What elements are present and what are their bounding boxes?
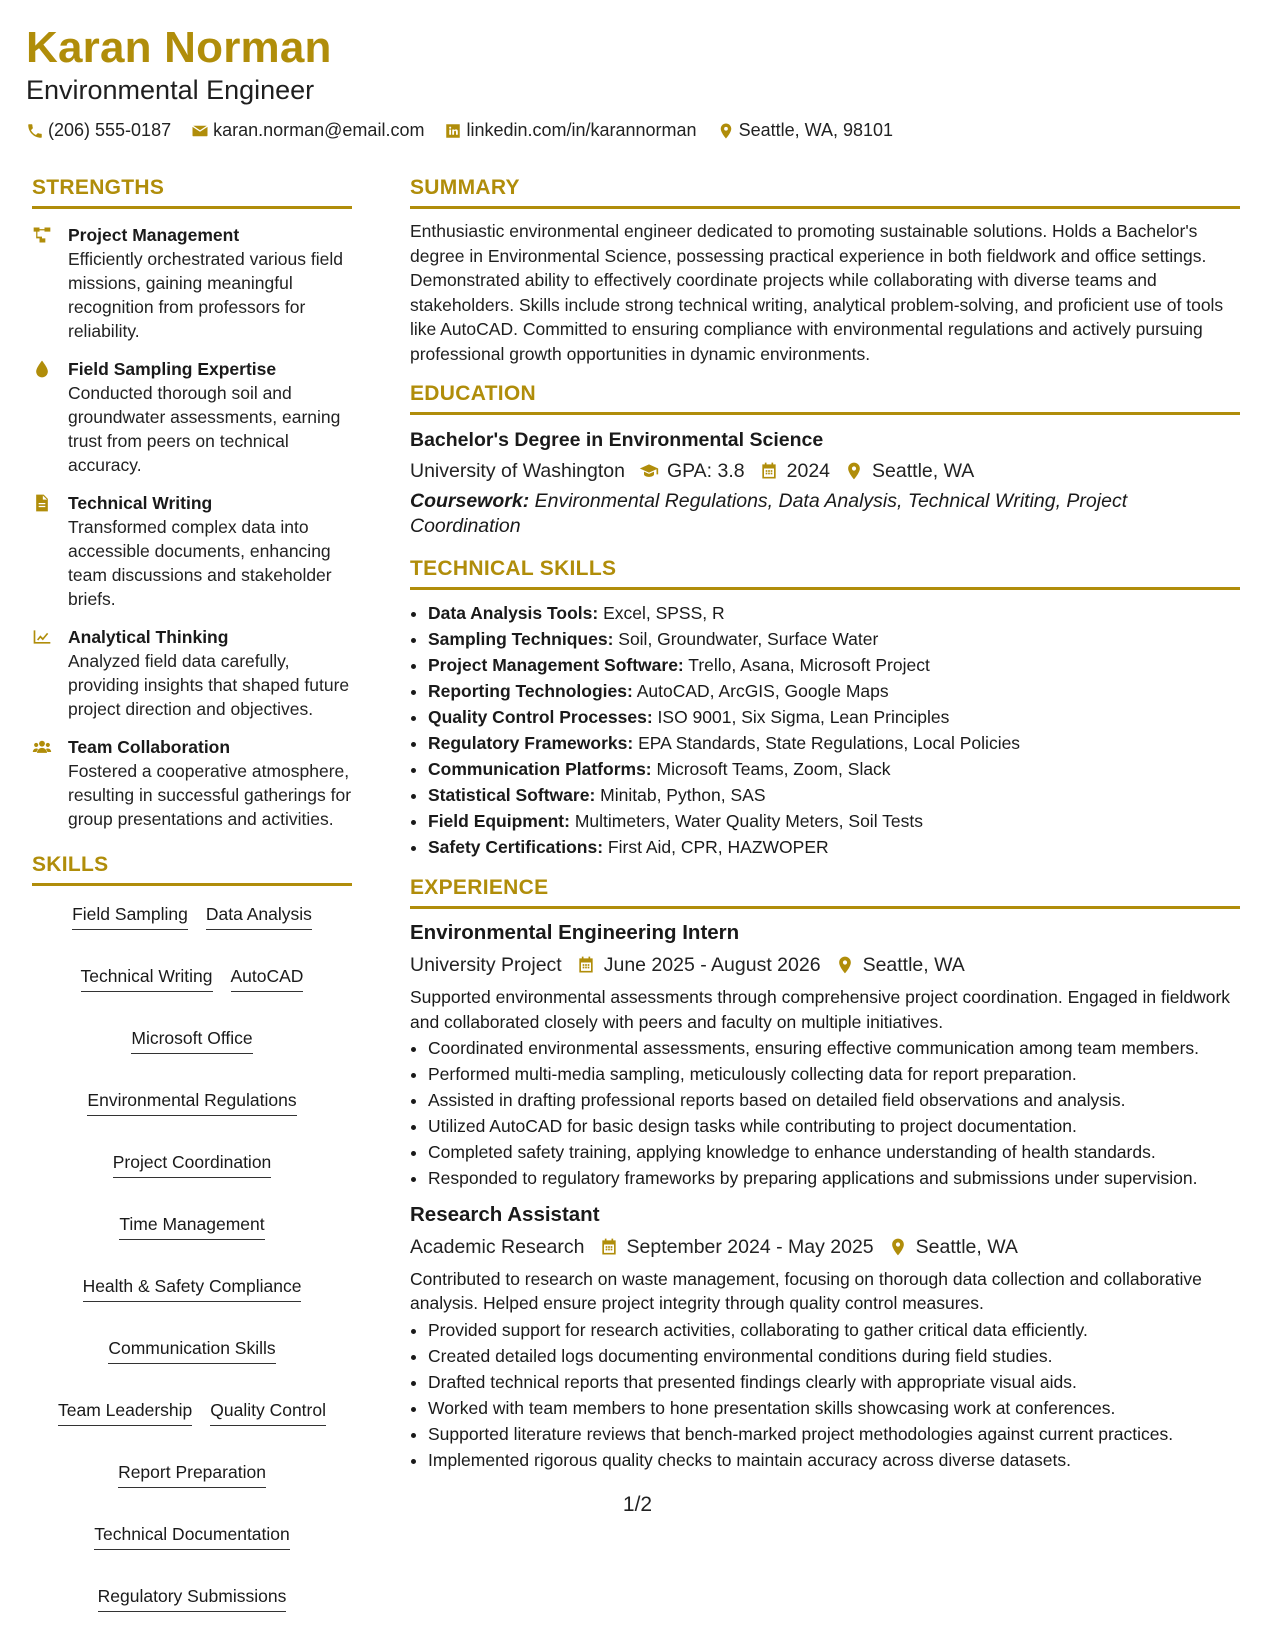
job-meta — [410, 951, 1240, 979]
envelope-icon — [191, 122, 209, 140]
school-name: University of Washington — [410, 460, 625, 482]
technical-skills-heading: TECHNICAL SKILLS — [410, 557, 1240, 590]
map-marker-icon — [844, 461, 864, 481]
calendar-icon — [576, 955, 596, 975]
summary-text: Enthusiastic environmental engineer dedicated to promoting sustainable solutions. Holds a Bachelor's degree in Environmental Science, possessing practical experience in both fieldwork and office settings. Demonstrated ability to effectively coordinate projects while collaborating with diverse teams and stakeholders. Skills include strong technical writing, analytical problem-solving, and proficient use of tools like AutoCAD. Committed to ensuring compliance with environmental regulations and actively pursuing professional growth opportunities in dynamic environments. — [410, 221, 1224, 364]
location-text: Seattle, WA, 98101 — [738, 120, 894, 140]
skill-tag: Health & Safety Compliance — [83, 1274, 302, 1302]
education-location: Seattle, WA — [872, 460, 975, 482]
candidate-name: Karan Norman — [26, 23, 332, 72]
map-marker-icon — [835, 955, 855, 975]
linkedin-text: linkedin.com/in/karannorman — [466, 120, 697, 140]
list-item: • Statistical Software: Minitab, Python, SAS — [428, 782, 1240, 808]
job-title: Environmental Engineering Intern — [410, 921, 740, 944]
strength-desc: Efficiently orchestrated various field missions, gaining meaningful recognition from professors for reliability. — [68, 249, 343, 341]
linkedin-icon — [444, 122, 462, 140]
job-bullets — [410, 1318, 1240, 1473]
skill-tag: AutoCAD — [231, 964, 304, 992]
graduation-year: 2024 — [786, 460, 831, 482]
list-item: • Field Equipment: Multimeters, Water Quality Meters, Soil Tests — [428, 808, 1240, 834]
list-item: • Quality Control Processes: ISO 9001, Six Sigma, Lean Principles — [428, 704, 1240, 730]
strength-title: Field Sampling Expertise — [68, 359, 277, 379]
list-item: • Reporting Technologies: AutoCAD, ArcGIS, Google Maps — [428, 678, 1240, 704]
strength-title: Team Collaboration — [68, 737, 231, 757]
list-item: • Provided support for research activities, collaborating to gather critical data efficiently. — [428, 1318, 1240, 1343]
job-meta — [410, 1233, 1240, 1261]
job-dates: September 2024 - May 2025 — [626, 1235, 874, 1258]
job-location: Seattle, WA — [915, 1235, 1018, 1258]
chart-line-icon — [32, 627, 52, 647]
skill-tag: Quality Control — [210, 1398, 326, 1426]
skill-tag: Technical Writing — [81, 964, 213, 992]
job-org: University Project — [410, 954, 562, 976]
skill-tag: Regulatory Submissions — [98, 1584, 287, 1612]
right-column — [410, 176, 1240, 1474]
strength-item — [32, 223, 352, 343]
project-diagram-icon — [32, 225, 52, 245]
skill-tag: Project Coordination — [113, 1150, 272, 1178]
left-column — [32, 176, 352, 1612]
graduation-cap-icon — [639, 461, 659, 481]
skill-tag: Microsoft Office — [131, 1026, 252, 1054]
list-item: • Implemented rigorous quality checks to maintain accuracy across diverse datasets. — [428, 1448, 1240, 1473]
gpa-text: GPA: 3.8 — [666, 460, 745, 482]
strength-item — [32, 357, 352, 477]
degree-title: Bachelor's Degree in Environmental Science — [410, 429, 824, 451]
skill-tag: Technical Documentation — [94, 1522, 290, 1550]
map-marker-icon — [717, 122, 735, 140]
skill-tag: Field Sampling — [72, 902, 188, 930]
strength-item — [32, 625, 352, 721]
users-icon — [32, 737, 52, 757]
list-item: • Coordinated environmental assessments, ensuring effective communication among team members. — [428, 1036, 1240, 1061]
candidate-role: Environmental Engineer — [26, 75, 315, 105]
list-item: • Safety Certifications: First Aid, CPR, HAZWOPER — [428, 834, 1240, 860]
contact-linkedin[interactable] — [444, 120, 696, 141]
strength-title: Analytical Thinking — [68, 627, 229, 647]
job-dates: June 2025 - August 2026 — [603, 954, 821, 976]
list-item: • Created detailed logs documenting environmental conditions during field studies. — [428, 1344, 1240, 1369]
resume-header — [26, 22, 1245, 141]
experience-heading: EXPERIENCE — [410, 876, 1240, 909]
coursework — [410, 489, 1240, 539]
skill-tag: Environmental Regulations — [87, 1088, 296, 1116]
strength-title: Project Management — [68, 225, 240, 245]
calendar-icon — [599, 1237, 619, 1257]
email-text: karan.norman@email.com — [213, 120, 425, 140]
strength-item — [32, 735, 352, 831]
job-entry — [410, 919, 1240, 1191]
strength-title: Technical Writing — [68, 493, 213, 513]
list-item: • Sampling Techniques: Soil, Groundwater, Surface Water — [428, 626, 1240, 652]
list-item: • Performed multi-media sampling, meticulously collecting data for report preparation. — [428, 1062, 1240, 1087]
skill-tag: Data Analysis — [206, 902, 312, 930]
job-title: Research Assistant — [410, 1202, 600, 1226]
education-heading: EDUCATION — [410, 382, 1240, 415]
contact-location — [717, 120, 893, 141]
list-item: • Communication Platforms: Microsoft Teams, Zoom, Slack — [428, 756, 1240, 782]
list-item: • Regulatory Frameworks: EPA Standards, State Regulations, Local Policies — [428, 730, 1240, 756]
list-item: • Supported literature reviews that bench-marked project methodologies against current practices. — [428, 1422, 1240, 1447]
strength-desc: Conducted thorough soil and groundwater assessments, earning trust from peers on technical accuracy. — [68, 383, 341, 475]
job-description: Supported environmental assessments through comprehensive project coordination. Engaged in fieldwork and collaborated closely with peers and faculty on multiple initiatives. — [410, 987, 1231, 1032]
coursework-list: Environmental Regulations, Data Analysis, Technical Writing, Project Coordination — [410, 490, 1128, 537]
job-org: Academic Research — [410, 1235, 585, 1258]
list-item: • Completed safety training, applying knowledge to enhance understanding of health standards. — [428, 1140, 1240, 1165]
skill-tag: Communication Skills — [108, 1336, 275, 1364]
contact-bar — [26, 120, 1245, 141]
list-item: • Data Analysis Tools: Excel, SPSS, R — [428, 600, 1240, 626]
list-item: • Project Management Software: Trello, Asana, Microsoft Project — [428, 652, 1240, 678]
droplet-icon — [32, 359, 52, 379]
list-item: • Utilized AutoCAD for basic design tasks while contributing to project documentation. — [428, 1114, 1240, 1139]
document-icon — [32, 493, 52, 513]
summary-heading: SUMMARY — [410, 176, 1240, 209]
job-entry — [410, 1201, 1240, 1473]
list-item: • Drafted technical reports that presented findings clearly with appropriate visual aids. — [428, 1370, 1240, 1395]
strengths-heading: STRENGTHS — [32, 176, 352, 209]
page-indicator: 1/2 — [622, 1493, 653, 1516]
strength-desc: Transformed complex data into accessible documents, enhancing team discussions and stakeholder briefs. — [68, 517, 332, 609]
map-marker-icon — [888, 1237, 908, 1257]
coursework-label: Coursework: — [410, 490, 530, 512]
strength-desc: Analyzed field data carefully, providing insights that shaped future project direction and objectives. — [68, 651, 350, 719]
strength-item — [32, 491, 352, 611]
skills-heading: SKILLS — [32, 853, 352, 886]
job-description: Contributed to research on waste management, focusing on thorough data collection and collaborative analysis. Helped ensure project integrity through quality control measures. — [410, 1268, 1202, 1313]
calendar-icon — [759, 461, 779, 481]
strength-desc: Fostered a cooperative atmosphere, resulting in successful gatherings for group presentations and activities. — [68, 761, 352, 829]
skill-tag: Time Management — [119, 1212, 264, 1240]
list-item: • Responded to regulatory frameworks by preparing applications and submissions under supervision. — [428, 1166, 1240, 1191]
skill-tag: Team Leadership — [58, 1398, 192, 1426]
job-bullets — [410, 1036, 1240, 1191]
phone-text: (206) 555-0187 — [48, 120, 172, 140]
list-item: • Worked with team members to hone presentation skills showcasing work at conferences. — [428, 1396, 1240, 1421]
phone-icon — [26, 122, 44, 140]
contact-phone[interactable] — [26, 120, 171, 141]
skill-tag: Report Preparation — [118, 1460, 266, 1488]
education-meta — [410, 457, 1240, 485]
technical-skills-list — [410, 600, 1240, 860]
contact-email[interactable] — [191, 120, 424, 141]
list-item: • Assisted in drafting professional reports based on detailed field observations and analysis. — [428, 1088, 1240, 1113]
job-location: Seattle, WA — [862, 954, 965, 976]
